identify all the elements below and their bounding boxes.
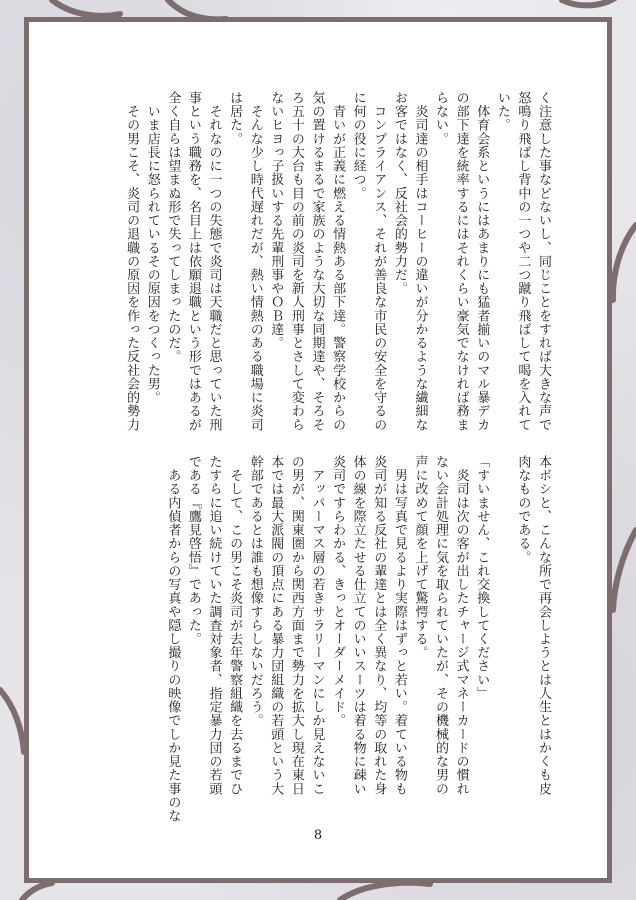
right-lower-curve (613, 530, 636, 610)
top-left-curve (52, 0, 120, 16)
bottom-left-curve (22, 883, 52, 900)
upper-text-block: く注意した事などないし、同じことをすれば大きな声で 怒鳴り飛ばし背中の一つや二つ蹴り飛ばして喝を入れて いた。 体育会系というにはあまりにも猛者揃いのマル暴デカ の部下達を統率するにはそれくらい豪気でなければ務ま らない。 炎司達の相手はコーヒーの違いが分かるような繊細な お客ではなく、反社会的勢力だ。 コンプライアンス、それが善良な市民の安全を守るの に何の役に経つ。 青いが正義に燃える情熱ある部下達。警察学校からの 気の置けるまるで家族のような大切な同期達や、そろそ ろ五十の大台も目の前の炎司を新人刑事とさして変わら ないヒヨっ子扱いする先輩刑事やＯＢ達。 そんな少し時代遅れだが、熱い情熱のある職場に炎司 は居た。 それなのに一つの失態で炎司は天職だと思っていた刑 事という職務を、名目上は依願退職という形ではあるが 全く自らは望まぬ形で失ってしまったのだ。 いま店長に怒られているその原因をつくった男。 その男こそ、炎司の退職の原因を作った反社会的勢力 (124, 91, 551, 432)
lower-text-block: 本ボシと、こんな所で再会しようとは人生とはかくも皮 肉なものである。 「すいません、これ交換してください」 炎司は次の客が出したチャージ式マネーカードの慣れ ない会計処理に気を取られていたが、その機械的な男の 声に改めて顔を上げて驚愕する。 男は写真で見るより実際はずっと若い。着ている物も 炎司が知る反社の輩達とは全く異なり、均等の取れた身 体の線を際立たせる仕立てのいいスーツは着る物に疎い 炎司ですらわかる、きっとオーダーメイド。 アッパーマス層の若きサラリーマンにしか見えないこ の男が、関東圏から関西方面まで勢力を拡大し現在東日 本では最大派閥の頂点にある暴力団組織の若頭という大 幹部であるとは誰も想像すらしないだろう。 そして、この男こそ炎司が去年警察組織を去るまでひ たすらに追い続けていた調査対象者、指定暴力団の若頭 である『鷹見啓悟』であった。 ある内偵者からの写真や隠し撮りの映像でしか見た事のな (165, 455, 551, 823)
top-far-right-curve (562, 0, 615, 5)
bottom-curve (340, 883, 430, 900)
page-number: 8 (313, 828, 323, 843)
right-upper-curve (613, 225, 636, 300)
left-lower-curve (0, 690, 24, 752)
